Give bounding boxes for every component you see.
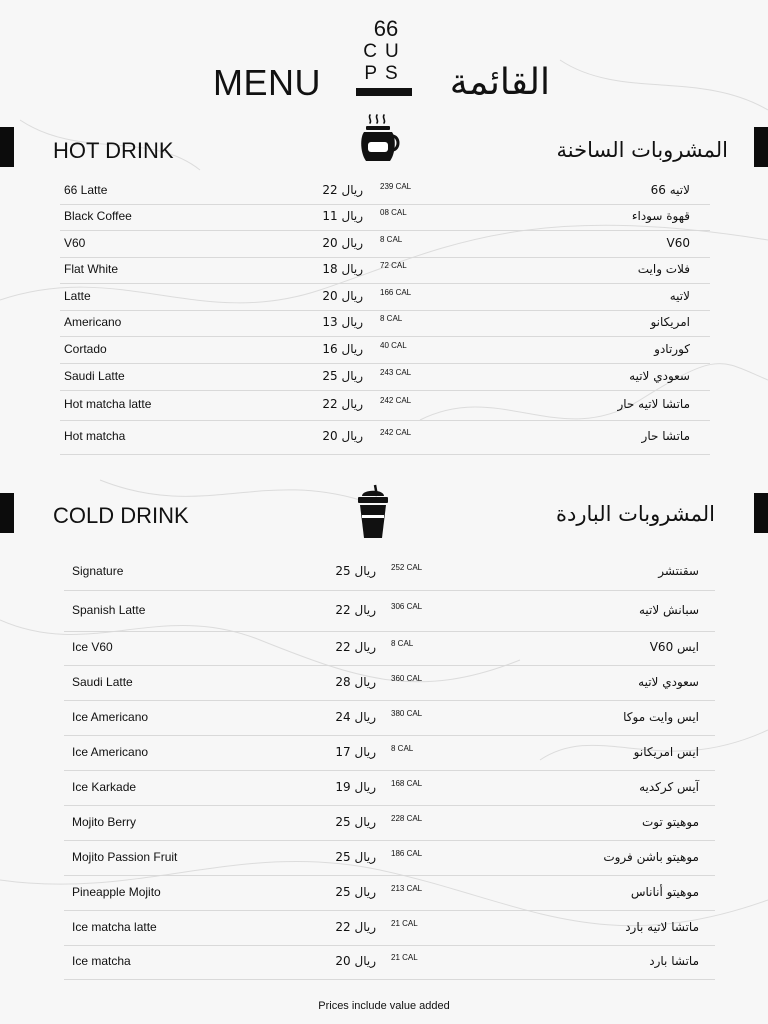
menu-row [64, 631, 715, 666]
item-name-en: Americano [64, 315, 122, 329]
menu-row [60, 257, 710, 284]
item-price: 13 ريال [322, 315, 363, 329]
footer-note: Prices include value added [318, 1000, 450, 1012]
menu-row [60, 204, 710, 231]
right-tab-cold [754, 493, 768, 533]
cold-title-ar: المشروبات الباردة [556, 502, 715, 526]
item-name-en: 66 Latte [64, 183, 108, 197]
item-name-en: Ice matcha [72, 954, 131, 968]
item-calories: 8 CAL [391, 743, 414, 753]
item-price: 25 ريال [335, 884, 376, 899]
right-tab-hot [754, 127, 768, 167]
item-price: 25 ريال [335, 563, 376, 578]
item-price: 22 ريال [335, 602, 376, 617]
item-calories: 8 CAL [380, 314, 403, 323]
menu-row [60, 283, 710, 311]
item-name-en: Cortado [64, 341, 107, 356]
item-name-ar: ماتشا لاتيه حار [617, 397, 690, 411]
item-price: 19 ريال [335, 779, 376, 794]
menu-row [60, 230, 710, 258]
menu-row [64, 700, 715, 736]
iced-drink-cup-icon [354, 484, 392, 540]
menu-row [60, 178, 710, 205]
item-name-ar: ماتشا حار [641, 429, 690, 443]
item-calories: 252 CAL [391, 562, 423, 572]
menu-row [64, 590, 715, 632]
item-calories: 306 CAL [391, 601, 423, 611]
item-price: 20 ريال [335, 954, 376, 968]
item-name-en: Ice Americano [72, 744, 149, 759]
logo-number: 66 [373, 16, 399, 41]
item-price: 11 ريال [322, 209, 363, 223]
menu-title-ar: القائمة [449, 62, 550, 103]
item-price: 20 ريال [322, 235, 363, 250]
item-price: 25 ريال [322, 368, 363, 383]
item-name-ar: V60 [666, 235, 690, 250]
item-price: 22 ريال [335, 919, 376, 934]
item-calories: 186 CAL [391, 848, 423, 858]
item-name-ar: ماتشا بارد [649, 954, 699, 968]
item-calories: 239 CAL [380, 182, 412, 191]
menu-row [64, 875, 715, 911]
hot-title-en: HOT DRINK [53, 138, 174, 163]
item-calories: 360 CAL [391, 673, 423, 683]
left-tab-cold [0, 493, 14, 533]
item-name-ar: موهيتو باشن فروت [603, 849, 699, 864]
item-name-ar: ايس امريكانو [633, 744, 699, 759]
item-name-ar: كورتادو [654, 341, 690, 356]
coffee-pot-icon [358, 113, 402, 165]
item-name-en: Hot matcha latte [64, 397, 152, 411]
menu-row [60, 336, 710, 364]
menu-row [64, 735, 715, 771]
item-name-en: Black Coffee [64, 209, 132, 223]
item-name-en: Spanish Latte [72, 602, 146, 617]
item-calories: 242 CAL [380, 396, 412, 405]
item-calories: 72 CAL [380, 261, 407, 270]
item-name-en: Latte [64, 288, 91, 303]
item-name-ar: قهوة سوداء [631, 209, 690, 223]
item-price: 18 ريال [322, 262, 363, 276]
item-calories: 8 CAL [380, 234, 403, 244]
item-price: 20 ريال [322, 429, 363, 443]
item-name-en: Flat White [64, 262, 119, 276]
item-name-ar: فلات وايت [637, 262, 690, 276]
item-calories: 213 CAL [391, 883, 423, 893]
left-tab-hot [0, 127, 14, 167]
item-name-ar: موهيتو توت [641, 814, 699, 829]
item-calories: 242 CAL [380, 428, 412, 437]
item-name-ar: سقنتشر [658, 563, 699, 578]
item-name-ar: سبانش لاتيه [638, 602, 699, 617]
item-price: 22 ريال [322, 397, 363, 411]
logo-text-bottom: PS [364, 63, 406, 84]
item-name-en: Ice matcha latte [72, 919, 157, 934]
item-price: 20 ريال [322, 288, 363, 303]
menu-row [64, 840, 715, 876]
item-calories: 08 CAL [380, 208, 407, 217]
menu-row [64, 910, 715, 946]
item-name-en: Ice Americano [72, 709, 149, 724]
item-calories: 166 CAL [380, 287, 412, 297]
item-price: 25 ريال [335, 814, 376, 829]
item-name-en: Ice Karkade [72, 779, 137, 794]
item-name-ar: لاتيه 66 [650, 183, 690, 197]
item-price: 22 ريال [322, 183, 363, 197]
item-name-en: Hot matcha [64, 429, 126, 443]
item-name-ar: امريكانو [650, 315, 690, 329]
item-price: 17 ريال [335, 744, 376, 759]
item-calories: 168 CAL [391, 778, 423, 788]
menu-row [64, 665, 715, 701]
item-name-ar: موهيتو أناناس [630, 884, 699, 899]
item-calories: 21 CAL [391, 953, 418, 962]
item-name-en: Mojito Berry [72, 814, 137, 829]
menu-row [60, 420, 710, 455]
item-name-en: V60 [64, 235, 86, 250]
item-price: 22 ريال [335, 640, 376, 654]
hot-title-ar: المشروبات الساخنة [556, 138, 728, 162]
item-name-en: Signature [72, 563, 124, 578]
menu-row [64, 553, 715, 591]
item-name-ar: آيس كركديه [639, 779, 699, 794]
cold-title-en: COLD DRINK [53, 503, 189, 528]
item-name-en: Pineapple Mojito [72, 884, 161, 899]
menu-row [60, 363, 710, 391]
item-name-ar: لاتيه [669, 288, 690, 303]
item-name-en: Saudi Latte [64, 368, 125, 383]
item-price: 28 ريال [335, 674, 376, 689]
menu-title-en: MENU [213, 62, 321, 103]
logo-cup-bar [356, 88, 412, 96]
item-name-ar: ايس وايت موكا [623, 709, 699, 724]
item-calories: 380 CAL [391, 708, 423, 718]
menu-row [64, 770, 715, 806]
item-calories: 243 CAL [380, 367, 412, 377]
item-price: 16 ريال [322, 341, 363, 356]
item-name-ar: سعودي لاتيه [629, 368, 690, 383]
menu-row [60, 310, 710, 337]
logo-text-top: CU [363, 41, 407, 62]
menu-row [64, 945, 715, 980]
item-calories: 8 CAL [391, 639, 414, 648]
item-calories: 40 CAL [380, 340, 407, 350]
item-calories: 228 CAL [391, 813, 423, 823]
menu-row [64, 805, 715, 841]
item-calories: 21 CAL [391, 918, 418, 928]
item-name-en: Mojito Passion Fruit [72, 849, 178, 864]
item-name-ar: ماتشا لاتيه بارد [625, 919, 699, 934]
item-name-ar: سعودي لاتيه [638, 674, 699, 689]
item-name-en: Ice V60 [72, 640, 113, 654]
item-price: 24 ريال [335, 709, 376, 724]
menu-row [60, 390, 710, 421]
item-price: 25 ريال [335, 849, 376, 864]
item-name-ar: ايس V60 [649, 640, 699, 654]
item-name-en: Saudi Latte [72, 674, 133, 689]
